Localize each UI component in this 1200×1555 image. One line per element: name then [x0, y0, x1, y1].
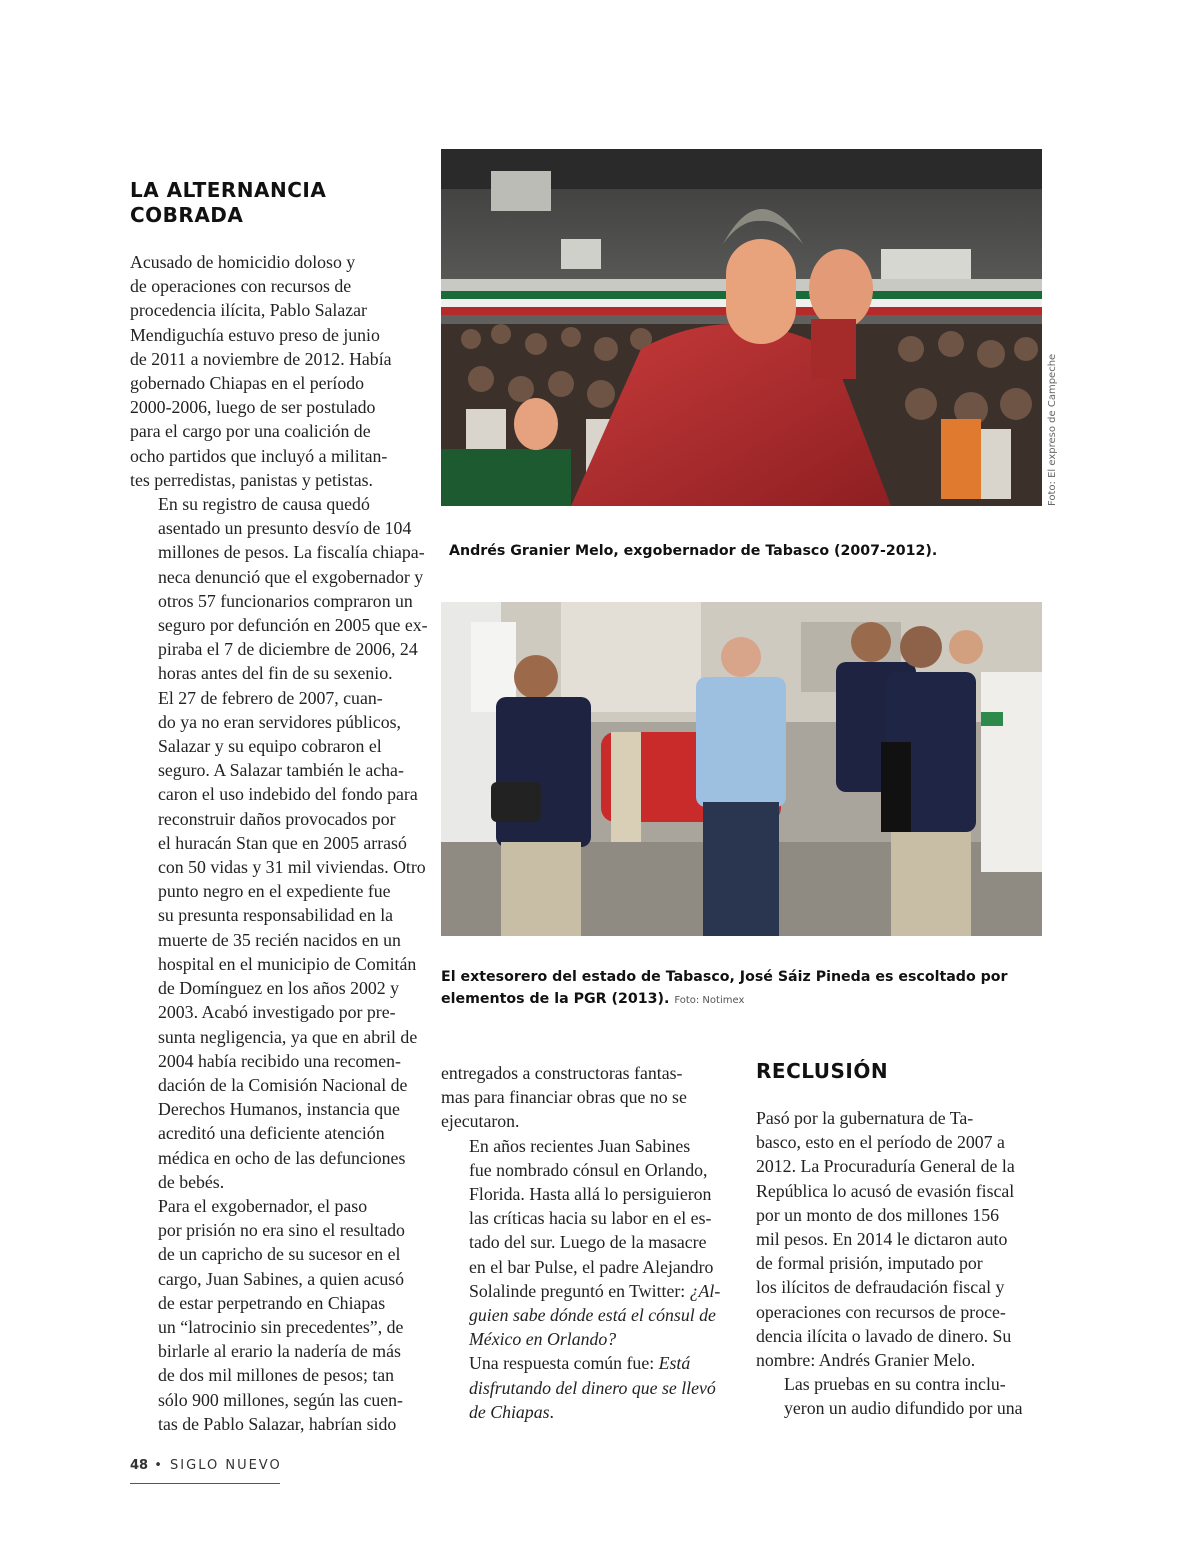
text-line: de Domínguez en los años 2002 y	[158, 978, 399, 999]
text-line: En años recientes Juan Sabines	[469, 1135, 691, 1156]
text-line: gobernado Chiapas en el período	[130, 373, 365, 394]
text-line: En su registro de causa quedó	[158, 494, 370, 515]
text-line: operaciones con recursos de proce-	[756, 1301, 1006, 1322]
text-line: Pasó por la gubernatura de Ta-	[756, 1108, 974, 1128]
text-line: 2000-2006, luego de ser postulado	[130, 397, 376, 418]
text-line: de operaciones con recursos de	[130, 276, 352, 297]
text-line: otros 57 funcionarios compraron un	[158, 590, 413, 611]
article-column-3	[756, 1106, 1046, 1421]
text-line: ocho partidos que incluyó a militan-	[130, 445, 388, 466]
text-line: guien sabe dónde está el cónsul de	[469, 1305, 716, 1326]
text-line: de bebés.	[158, 1171, 225, 1192]
text-line: para el cargo por una coalición de	[130, 421, 371, 442]
section-heading-la-alternancia	[130, 178, 326, 228]
text-line: muerte de 35 recién nacidos en un	[158, 929, 401, 950]
text-line: caron el uso indebido del fondo para	[158, 784, 418, 805]
caption-line	[441, 988, 1061, 1012]
text-line: Para el exgobernador, el paso	[158, 1195, 368, 1216]
page-footer	[130, 1458, 282, 1473]
text-line: Florida. Hasta allá lo persiguieron	[469, 1184, 712, 1205]
text-run: Una respuesta común fue:	[469, 1353, 659, 1374]
text-line: de dos mil millones de pesos; tan	[158, 1365, 395, 1386]
line	[441, 1351, 731, 1375]
heading-line: COBRADA	[130, 203, 244, 227]
text-line: horas antes del fin de su sexenio.	[158, 663, 393, 684]
text-line: mas para financiar obras que no se	[441, 1087, 687, 1108]
text-line: Derechos Humanos, instancia que	[158, 1099, 400, 1120]
text-line: hospital en el municipio de Comitán	[158, 953, 417, 974]
text-line: dencia ilícita o lavado de dinero. Su	[756, 1325, 1012, 1346]
text-line: punto negro en el expediente fue	[158, 881, 391, 902]
text-line: su presunta responsabilidad en la	[158, 905, 394, 926]
text-line: médica en ocho de las defunciones	[158, 1147, 406, 1168]
text-run-italic: Está	[658, 1353, 691, 1374]
text-line: nombre: Andrés Granier Melo.	[756, 1350, 976, 1371]
text-line: neca denunció que el exgobernador y	[158, 566, 424, 587]
text-line: yeron un audio difundido por una	[784, 1398, 1023, 1419]
text-line: de un capricho de su sucesor en el	[158, 1244, 401, 1265]
text-line: dación de la Comisión Nacional de	[158, 1074, 408, 1095]
text-line: Salazar y su equipo cobraron el	[158, 736, 382, 757]
text-line: de estar perpetrando en Chiapas	[158, 1292, 386, 1313]
text-line: República lo acusó de evasión fiscal	[756, 1180, 1015, 1201]
footer-rule	[130, 1483, 280, 1484]
text-line: El 27 de febrero de 2007, cuan-	[158, 687, 383, 708]
text-line: las críticas hacia su labor en el es-	[469, 1208, 712, 1229]
paragraph	[130, 250, 420, 492]
paragraph	[756, 1372, 1046, 1420]
paragraph	[130, 492, 428, 686]
text-run: Solalinde preguntó en Twitter:	[469, 1280, 690, 1301]
photo1-credit: Foto: El expreso de Campeche	[1047, 353, 1058, 506]
text-line: de formal prisión, imputado por	[756, 1253, 983, 1274]
photo-andres-granier	[441, 149, 1042, 506]
text-line: ejecutaron.	[441, 1111, 520, 1132]
text-line: los ilícitos de defraudación fiscal y	[756, 1277, 1005, 1298]
article-column-2	[441, 1061, 731, 1424]
text-line: procedencia ilícita, Pablo Salazar	[130, 300, 367, 321]
text-line: 2003. Acabó investigado por pre-	[158, 1002, 396, 1023]
photo-jose-saiz-pineda	[441, 602, 1042, 936]
text-line: reconstruir daños provocados por	[158, 808, 396, 829]
photo-illustration	[441, 149, 1042, 506]
text-line: 2012. La Procuraduría General de la	[756, 1156, 1015, 1177]
line	[441, 1400, 731, 1424]
text-line: en el bar Pulse, el padre Alejandro	[469, 1256, 714, 1277]
text-line: seguro por defunción en 2005 que ex-	[158, 615, 428, 636]
text-run-italic: ¿Al-	[689, 1280, 721, 1301]
text-line: por un monto de dos millones 156	[756, 1204, 999, 1225]
paragraph	[130, 686, 426, 1194]
caption-line: El extesorero del estado de Tabasco, José Sáiz Pineda es escoltado por	[441, 969, 1008, 985]
page-number: 48	[130, 1458, 149, 1473]
text-line: tas de Pablo Salazar, habrían sido	[158, 1413, 397, 1434]
text-line: entregados a constructoras fantas-	[441, 1063, 683, 1083]
text-line: de 2011 a noviembre de 2012. Había	[130, 348, 392, 369]
paragraph	[130, 1194, 420, 1436]
text-line: millones de pesos. La fiscalía chiapa-	[158, 542, 425, 563]
section-heading-reclusion: RECLUSIÓN	[756, 1059, 889, 1083]
text-line: el huracán Stan que en 2005 arrasó	[158, 832, 407, 853]
caption-text: elementos de la PGR (2013).	[441, 991, 670, 1007]
photo1-caption: Andrés Granier Melo, exgobernador de Tabasco (2007-2012).	[449, 543, 938, 559]
text-line: birlarle al erario la nadería de más	[158, 1341, 401, 1362]
text-line: sunta negligencia, ya que en abril de	[158, 1026, 418, 1047]
text-line: basco, esto en el período de 2007 a	[756, 1132, 1005, 1153]
text-line: do ya no eran servidores públicos,	[158, 711, 401, 732]
photo2-caption	[441, 966, 1061, 1012]
text-run: .	[549, 1401, 554, 1422]
magazine-name: SIGLO NUEVO	[170, 1458, 282, 1473]
text-line: por prisión no era sino el resultado	[158, 1220, 405, 1241]
paragraph	[441, 1351, 731, 1424]
text-line: 2004 había recibido una recomen-	[158, 1050, 401, 1071]
text-line: tado del sur. Luego de la masacre	[469, 1232, 707, 1253]
text-line: México en Orlando?	[469, 1329, 617, 1350]
photo-illustration	[441, 602, 1042, 936]
footer-separator: •	[154, 1458, 164, 1473]
paragraph	[441, 1061, 731, 1134]
text-line: piraba el 7 de diciembre de 2006, 24	[158, 639, 418, 660]
paragraph	[756, 1106, 1046, 1372]
line	[441, 1279, 731, 1303]
text-line: asentado un presunto desvío de 104	[158, 518, 412, 539]
heading-line: LA ALTERNANCIA	[130, 178, 327, 202]
photo2-credit: Foto: Notimex	[674, 995, 745, 1006]
text-line: cargo, Juan Sabines, a quien acusó	[158, 1268, 405, 1289]
text-line: un “latrocinio sin precedentes”, de	[158, 1316, 404, 1337]
line: disfrutando del dinero que se llevó	[469, 1377, 716, 1398]
text-line: acreditó una deficiente atención	[158, 1123, 385, 1144]
text-line: fue nombrado cónsul en Orlando,	[469, 1159, 708, 1180]
text-line: Las pruebas en su contra inclu-	[784, 1374, 1006, 1395]
text-run-italic: de Chiapas	[469, 1401, 550, 1422]
text-line: mil pesos. En 2014 le dictaron auto	[756, 1229, 1008, 1250]
article-column-1	[130, 250, 428, 1436]
text-line: Mendiguchía estuvo preso de junio	[130, 324, 380, 345]
text-line: sólo 900 millones, según las cuen-	[158, 1389, 403, 1410]
text-line: con 50 vidas y 31 mil viviendas. Otro	[158, 857, 426, 878]
text-line: Acusado de homicidio doloso y	[130, 252, 356, 272]
text-line: seguro. A Salazar también le acha-	[158, 760, 404, 781]
text-line: tes perredistas, panistas y petistas.	[130, 469, 373, 490]
paragraph	[441, 1134, 731, 1352]
